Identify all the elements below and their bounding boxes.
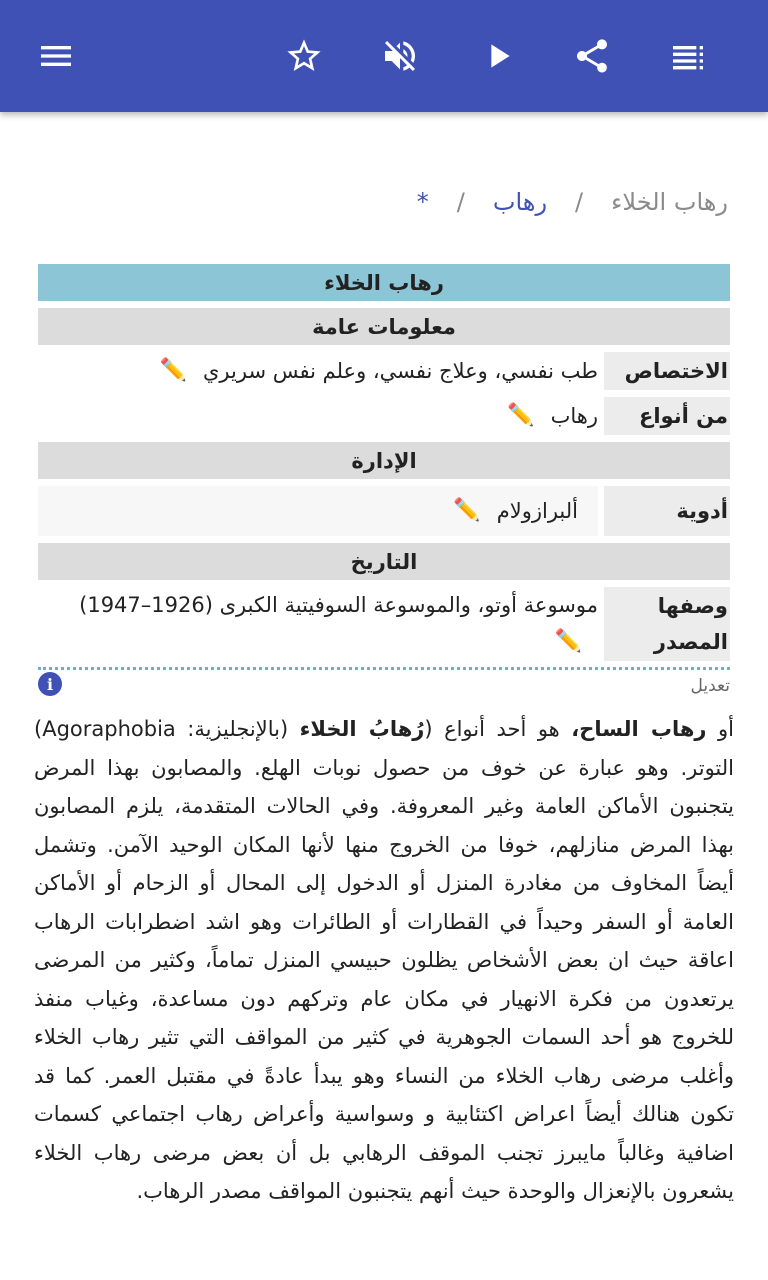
volume-off-icon[interactable] bbox=[376, 32, 424, 80]
infobox-row-drugs bbox=[38, 486, 730, 536]
infobox-value bbox=[38, 352, 604, 390]
share-icon[interactable] bbox=[568, 32, 616, 80]
breadcrumb-current: رهاب الخلاء bbox=[611, 188, 728, 216]
infobox-divider bbox=[38, 667, 730, 670]
infobox-value bbox=[38, 587, 604, 661]
app-toolbar bbox=[0, 0, 768, 112]
infobox bbox=[38, 264, 730, 668]
infobox-label: الاختصاص bbox=[604, 352, 730, 390]
breadcrumb-link-parent[interactable]: رهاب bbox=[492, 188, 548, 216]
article-text: (بالإنجليزية: Agoraphobia) التوتر. وهو عبارة عن خوف من حصول نوبات الهلع. والمصابون بهذا المرض يتجنبون الأماكن العامة وغير المعروفة. وفي الحالات المتقدمة، يلزم المصابون بهذا المرض منازلهم، خوفا من الخروج منها لأنها المكان الوحيد الآمن. وتشمل أيضاً المخاوف من مغادرة المنزل أو الدخول إلى المحال أو الزحام أو الأماكن العامة أو السفر وحيداً في القطارات أو الطائرات وهو اشد اضطرابات الرهاب اعاقة حيث ان بعض الأشخاص يظلون حبيسي المنزل تماماً، وكثير من المرضى يرتعدون من فكرة الانهيار في مكان عام وتركهم دون مساعدة، وغياب منفذ للخروج هو أحد السمات الجوهرية في كثير من المواقف التي تثير رهاب الخلاء وأغلب مرضى رهاب الخلاء من النساء وهو يبدأ عادةً في مقتبل العمر. كما قد تكون هنالك أيضاً اعراض اكتئابية و وسواسية وأعراض رهاب اجتماعي كسمات اضافية وغالباً مايبرز تجنب الموقف الرهابي بل أن بعض مرضى رهاب الخلاء يشعرون بالإنعزال والوحدة حيث أنهم يتجنبون المواقف مصدر الرهاب. bbox=[34, 717, 734, 1203]
article-bold-term: رُهابُ الخلاء bbox=[299, 717, 425, 741]
infobox-value bbox=[38, 486, 598, 536]
breadcrumb-link-root[interactable]: * bbox=[416, 188, 429, 216]
edit-pencil-icon[interactable]: ✏️ bbox=[159, 358, 187, 383]
infobox-section-history: التاريخ bbox=[38, 543, 730, 580]
play-icon[interactable] bbox=[474, 32, 522, 80]
edit-link[interactable]: تعديل bbox=[690, 676, 730, 696]
info-icon[interactable]: i bbox=[38, 672, 62, 696]
infobox-label: أدوية bbox=[604, 486, 730, 536]
playlist-icon[interactable] bbox=[664, 32, 712, 80]
infobox-title: رهاب الخلاء bbox=[38, 264, 730, 301]
breadcrumb-separator: / bbox=[456, 188, 465, 216]
article-text: أو bbox=[706, 717, 734, 741]
star-outline-icon[interactable] bbox=[280, 32, 328, 80]
menu-icon[interactable] bbox=[32, 32, 80, 80]
type-of-value[interactable]: رهاب bbox=[550, 404, 598, 428]
edit-pencil-icon[interactable]: ✏️ bbox=[507, 403, 535, 428]
infobox-row-specialty bbox=[38, 352, 730, 390]
infobox-section-management: الإدارة bbox=[38, 442, 730, 479]
infobox-row-type-of bbox=[38, 397, 730, 435]
source-value[interactable]: موسوعة أوتو، والموسوعة السوفيتية الكبرى (1926–1947) bbox=[79, 593, 598, 617]
infobox-value bbox=[38, 397, 604, 435]
infobox-row-source bbox=[38, 587, 730, 661]
infobox-section-general: معلومات عامة bbox=[38, 308, 730, 345]
edit-pencil-icon[interactable]: ✏️ bbox=[453, 498, 481, 523]
drugs-value[interactable]: ألبرازولام bbox=[496, 499, 578, 523]
breadcrumb-separator: / bbox=[575, 188, 584, 216]
article-text: هو أحد أنواع ( bbox=[424, 717, 572, 741]
article-body bbox=[34, 710, 734, 1211]
infobox-label: وصفها المصدر bbox=[604, 587, 730, 661]
edit-pencil-icon[interactable]: ✏️ bbox=[554, 629, 582, 654]
specialty-value[interactable]: طب نفسي، وعلاج نفسي، وعلم نفس سريري bbox=[202, 359, 598, 383]
article-bold-term: رهاب الساح، bbox=[571, 717, 707, 741]
breadcrumb bbox=[40, 182, 728, 222]
infobox-label: من أنواع bbox=[604, 397, 730, 435]
